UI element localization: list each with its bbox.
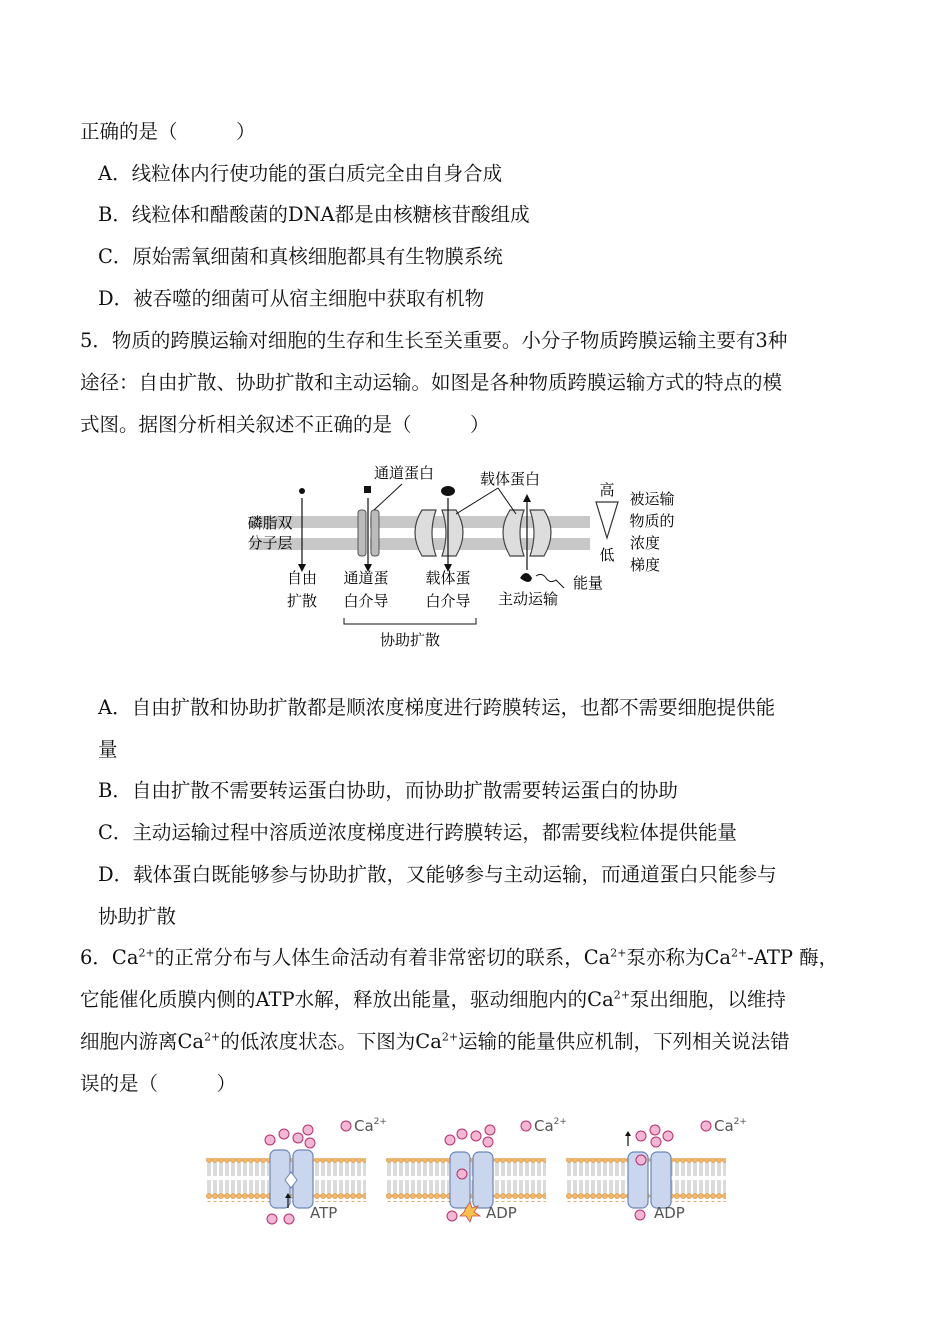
q5-option-a[interactable]: A．自由扩散和协助扩散都是顺浓度梯度进行跨膜转运，也都不需要细胞提供能 [98, 696, 776, 719]
q5-option-d[interactable]: D．载体蛋白既能够参与协助扩散，又能够参与主动运输，而通道蛋白只能参与 [98, 863, 777, 886]
q5-option-b[interactable]: B．自由扩散不需要转运蛋白协助，而协助扩散需要转运蛋白的协助 [98, 779, 678, 802]
ca-label-3: $Ca^{2+}$ [714, 1117, 747, 1135]
carrier-mediated-label-1: 载体蛋 [425, 569, 471, 587]
carrier-mediated-label-2: 白介导 [425, 592, 471, 610]
free-diffusion-molecule [299, 488, 305, 494]
channel-protein-label: 通道蛋白 [373, 464, 435, 482]
gradient-label-1: 被运输 [629, 490, 675, 508]
q6-stem-line2: 它能催化质膜内侧的ATP水解，释放出能量，驱动细胞内的$Ca^{2+}$泵出细胞，以维持 [80, 988, 786, 1011]
carrier-protein-shape [415, 510, 436, 556]
carrier-protein-label: 载体蛋白 [479, 470, 541, 488]
low-label: 低 [599, 546, 615, 564]
energy-shape [520, 573, 532, 582]
facilitated-diffusion-label: 协助扩散 [379, 631, 441, 649]
energy-label: 能量 [572, 574, 604, 592]
q6-stem-line1: 6．$Ca^{2+}$的正常分布与人体生命活动有着非常密切的联系，$Ca^{2+}$泵亦称为$Ca^{2+}$-ATP 酶， [80, 946, 839, 969]
q5-option-d-cont: 协助扩散 [98, 905, 177, 928]
ca-label-2: $Ca^{2+}$ [534, 1117, 567, 1135]
gradient-label-3: 浓度 [629, 534, 661, 552]
q5-option-c[interactable]: C．主动运输过程中溶质逆浓度梯度进行跨膜转运，都需要线粒体提供能量 [98, 821, 737, 844]
carrier-molecule [441, 486, 455, 496]
membrane-transport-figure [240, 458, 700, 658]
q5-option-a-cont: 量 [98, 738, 118, 761]
channel-mediated-label-1: 通道蛋 [343, 569, 389, 587]
atp-label: ATP [310, 1204, 338, 1222]
gradient-label-2: 物质的 [629, 512, 675, 530]
q4-stem-end: 正确的是（ ） [80, 120, 256, 143]
q4-option-c[interactable]: C．原始需氧细菌和真核细胞都具有生物膜系统 [98, 245, 503, 268]
free-diffusion-label-1: 自由 [286, 569, 318, 587]
adp-label-1: ADP [486, 1204, 517, 1222]
q5-stem-line1: 5．物质的跨膜运输对细胞的生存和生长至关重要。小分子物质跨膜运输主要有3种 [80, 329, 788, 352]
q4-option-b[interactable]: B．线粒体和醋酸菌的DNA都是由核糖核苷酸组成 [98, 203, 530, 226]
pump-panel-1 [206, 1117, 387, 1224]
ca-label-1: $Ca^{2+}$ [354, 1117, 387, 1135]
channel-protein-shape [358, 510, 366, 556]
q4-option-a[interactable]: A．线粒体内行使功能的蛋白质完全由自身合成 [98, 162, 503, 185]
membrane-label-1: 磷脂双 [247, 514, 293, 532]
pump-panel-2 [386, 1117, 567, 1222]
q5-stem-line3: 式图。据图分析相关叙述不正确的是（ ） [80, 413, 490, 436]
gradient-label-4: 梯度 [629, 556, 661, 574]
q5-stem-line2: 途径：自由扩散、协助扩散和主动运输。如图是各种物质跨膜运输方式的特点的模 [80, 371, 783, 394]
pump-panel-3 [566, 1117, 747, 1222]
high-label: 高 [599, 481, 615, 499]
channel-mediated-label-2: 白介导 [343, 592, 389, 610]
free-diffusion-label-2: 扩散 [286, 592, 318, 610]
q6-stem-line4: 误的是（ ） [80, 1072, 237, 1095]
gradient-triangle [596, 502, 618, 538]
active-transport-label: 主动运输 [497, 590, 559, 608]
calcium-pump-figure [200, 1112, 760, 1232]
q4-option-d[interactable]: D．被吞噬的细菌可从宿主细胞中获取有机物 [98, 287, 485, 310]
adp-label-2: ADP [654, 1204, 685, 1222]
q6-stem-line3: 细胞内游离$Ca^{2+}$的低浓度状态。下图为$Ca^{2+}$运输的能量供应机制，下列相关说法错 [80, 1030, 790, 1053]
channel-molecule [364, 486, 371, 493]
membrane-label-2: 分子层 [247, 534, 293, 552]
